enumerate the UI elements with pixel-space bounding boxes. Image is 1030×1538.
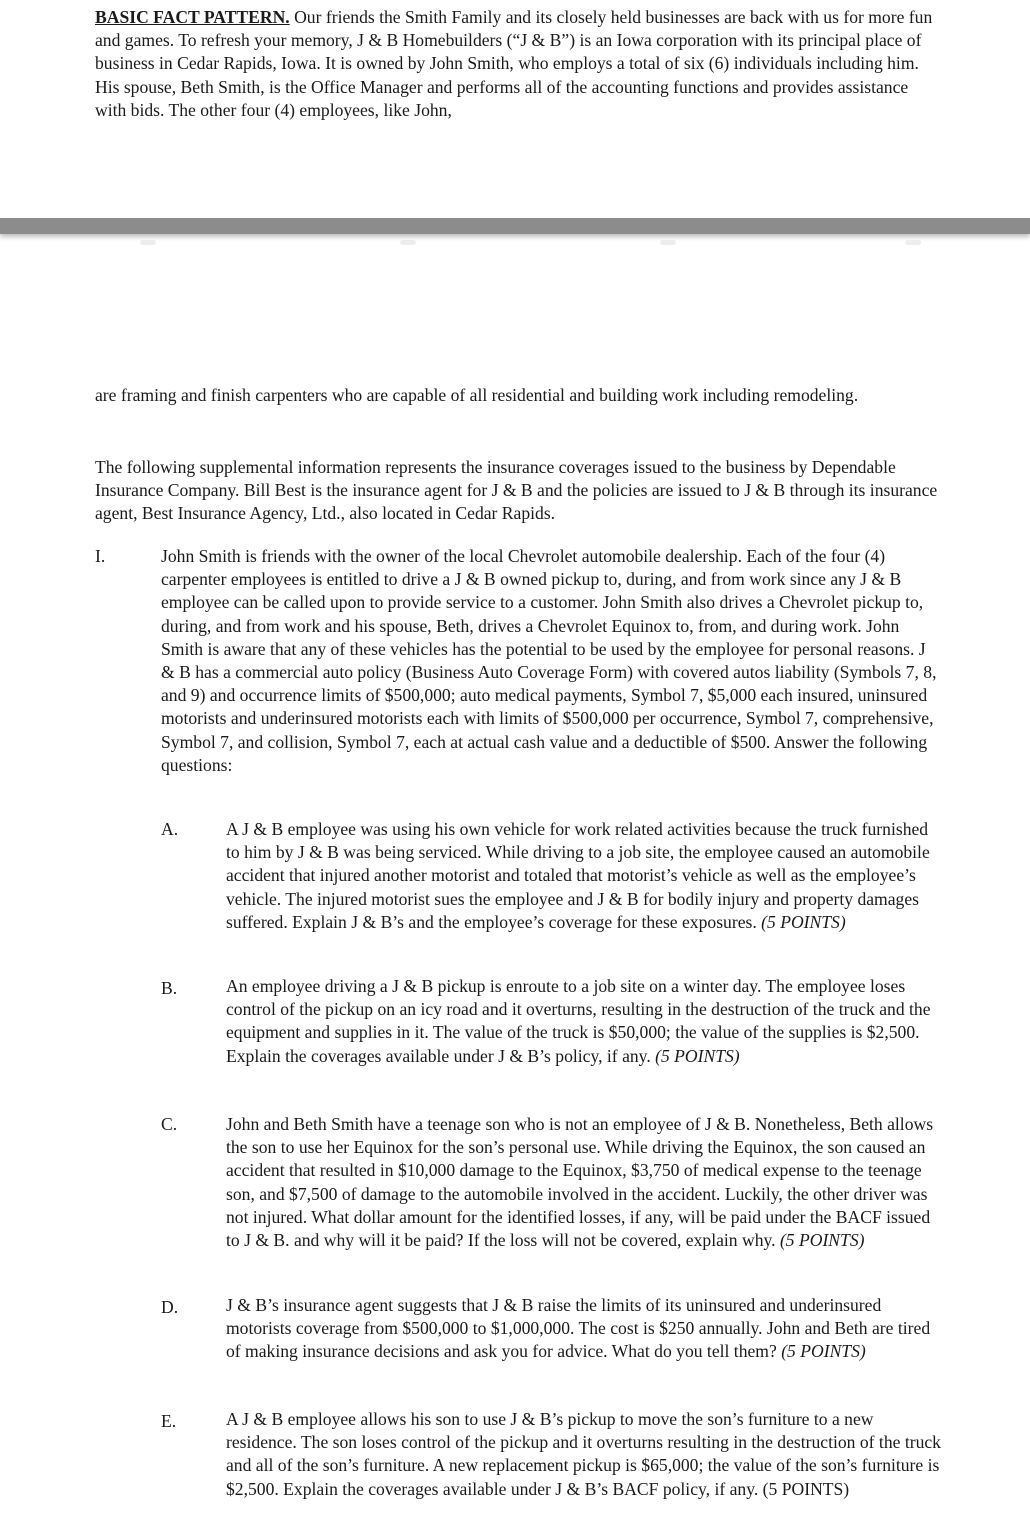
question-points: (5 POINTS) bbox=[779, 1230, 865, 1251]
question-points: (5 POINTS) bbox=[655, 1045, 740, 1066]
question-text: A J & B employee was using his own vehicle for work related activities because the truck furnished to him by J & B was being serviced. While driving to a job site, the employee caused an automobile accident that injured another motorist and totaled that motorist’s vehicle as well as the employee’s vehicle. The injured motorist sues the employee and J & B for bodily injury and property damages suffered. Explain J & B’s and the employee’s coverage for these exposures. bbox=[226, 819, 930, 932]
question-letter: C. bbox=[161, 1114, 178, 1134]
question-letter: E. bbox=[161, 1411, 177, 1431]
section-text: John Smith is friends with the owner of the local Chevrolet automobile dealership. Each of the four (4) carpenter employees is entitled to drive a J & B owned pickup to, during, and from work since any J & B employee can be called upon to provide service to a customer. John Smith also drives a Chevrolet pickup to, during, and from work and his spouse, Beth, drives a Chevrolet Equinox to, from, and during work. John Smith is aware that any of these vehicles has the potential to be used by the employee for personal reasons. J & B has a commercial auto policy (Business Auto Coverage Form) with covered autos liability (Symbols 7, 8, and 9) and occurrence limits of $500,000; auto medical payments, Symbol 7, $5,000 each insured, uninsured motorists and underinsured motorists each with limits of $500,000 per occurrence, Symbol 7, comprehensive, Symbol 7, and collision, Symbol 7, each at actual cash value and a deductible of $500. Answer the following questions: bbox=[161, 546, 937, 775]
question-c bbox=[226, 1113, 942, 1252]
question-points: (5 POINTS) bbox=[781, 1341, 866, 1362]
scan-smudge bbox=[140, 240, 156, 245]
question-letter: B. bbox=[161, 978, 178, 998]
page-divider bbox=[0, 218, 1030, 234]
section-number: I. bbox=[95, 546, 106, 566]
section-heading: BASIC FACT PATTERN. bbox=[95, 7, 290, 27]
question-d bbox=[226, 1294, 942, 1364]
scan-smudge bbox=[400, 240, 416, 245]
question-e bbox=[226, 1408, 942, 1501]
scan-smudge bbox=[905, 240, 921, 245]
question-text: An employee driving a J & B pickup is enroute to a job site on a winter day. The employee loses control of the pickup on an icy road and it overturns, resulting in the destruction of the truck and the equipment and supplies in it. The value of the truck is $50,000; the value of the supplies is $2,500. Explain the coverages available under J & B’s policy, if any. bbox=[226, 976, 931, 1066]
question-letter: D. bbox=[161, 1297, 179, 1317]
question-letter: A. bbox=[161, 819, 179, 839]
question-text: J & B’s insurance agent suggests that J & B raise the limits of its uninsured and underinsured motorists coverage from $500,000 to $1,000,000. The cost is $250 annually. John and Beth are tired of making insurance decisions and ask you for advice. What do you tell them? bbox=[226, 1295, 931, 1362]
question-points: (5 POINTS) bbox=[761, 911, 846, 932]
page-top-fragment bbox=[0, 0, 1030, 218]
intro-text: Our friends the Smith Family and its closely held businesses are back with us for more fun and games. To refresh your memory, J & B Homebuilders (“J & B”) is an Iowa corporation with its principal place of business in Cedar Rapids, Iowa. It is owned by John Smith, who employs a total of six (6) individuals including him. His spouse, Beth Smith, is the Office Manager and performs all of the accounting functions and provides assistance with bids. The other four (4) employees, like John, bbox=[95, 7, 933, 120]
supplemental-paragraph: The following supplemental information represents the insurance coverages issued to the business by Dependable Insurance Company. Bill Best is the insurance agent for J & B and the policies are issued to J & B through its insurance agent, Best Insurance Agency, Ltd., also located in Cedar Rapids. bbox=[95, 457, 938, 524]
question-a bbox=[226, 818, 942, 934]
intro-paragraph bbox=[95, 6, 940, 122]
question-text: A J & B employee allows his son to use J & B’s pickup to move the son’s furniture to a new residence. The son loses control of the pickup and it overturns resulting in the destruction of the truck and all of the son’s furniture. A new replacement pickup is $65,000; the value of the son’s furniture is $2,500. Explain the coverages available under J & B’s BACF policy, if any. (5 POINTS) bbox=[226, 1409, 941, 1499]
continuation-paragraph: are framing and finish carpenters who are capable of all residential and building work including remodeling. bbox=[95, 385, 859, 405]
question-text: John and Beth Smith have a teenage son who is not an employee of J & B. Nonetheless, Beth allows the son to use her Equinox for the son’s personal use. While driving the Equinox, the son caused an accident that resulted in $10,000 damage to the Equinox, $3,750 of medical expense to the teenage son, and $7,500 of damage to the automobile involved in the accident. Luckily, the other driver was not injured. What dollar amount for the identified losses, if any, will be paid under the BACF issued to J & B. and why will it be paid? If the loss will not be covered, explain why. bbox=[226, 1114, 934, 1251]
scan-smudge bbox=[660, 240, 676, 245]
question-b bbox=[226, 975, 942, 1068]
